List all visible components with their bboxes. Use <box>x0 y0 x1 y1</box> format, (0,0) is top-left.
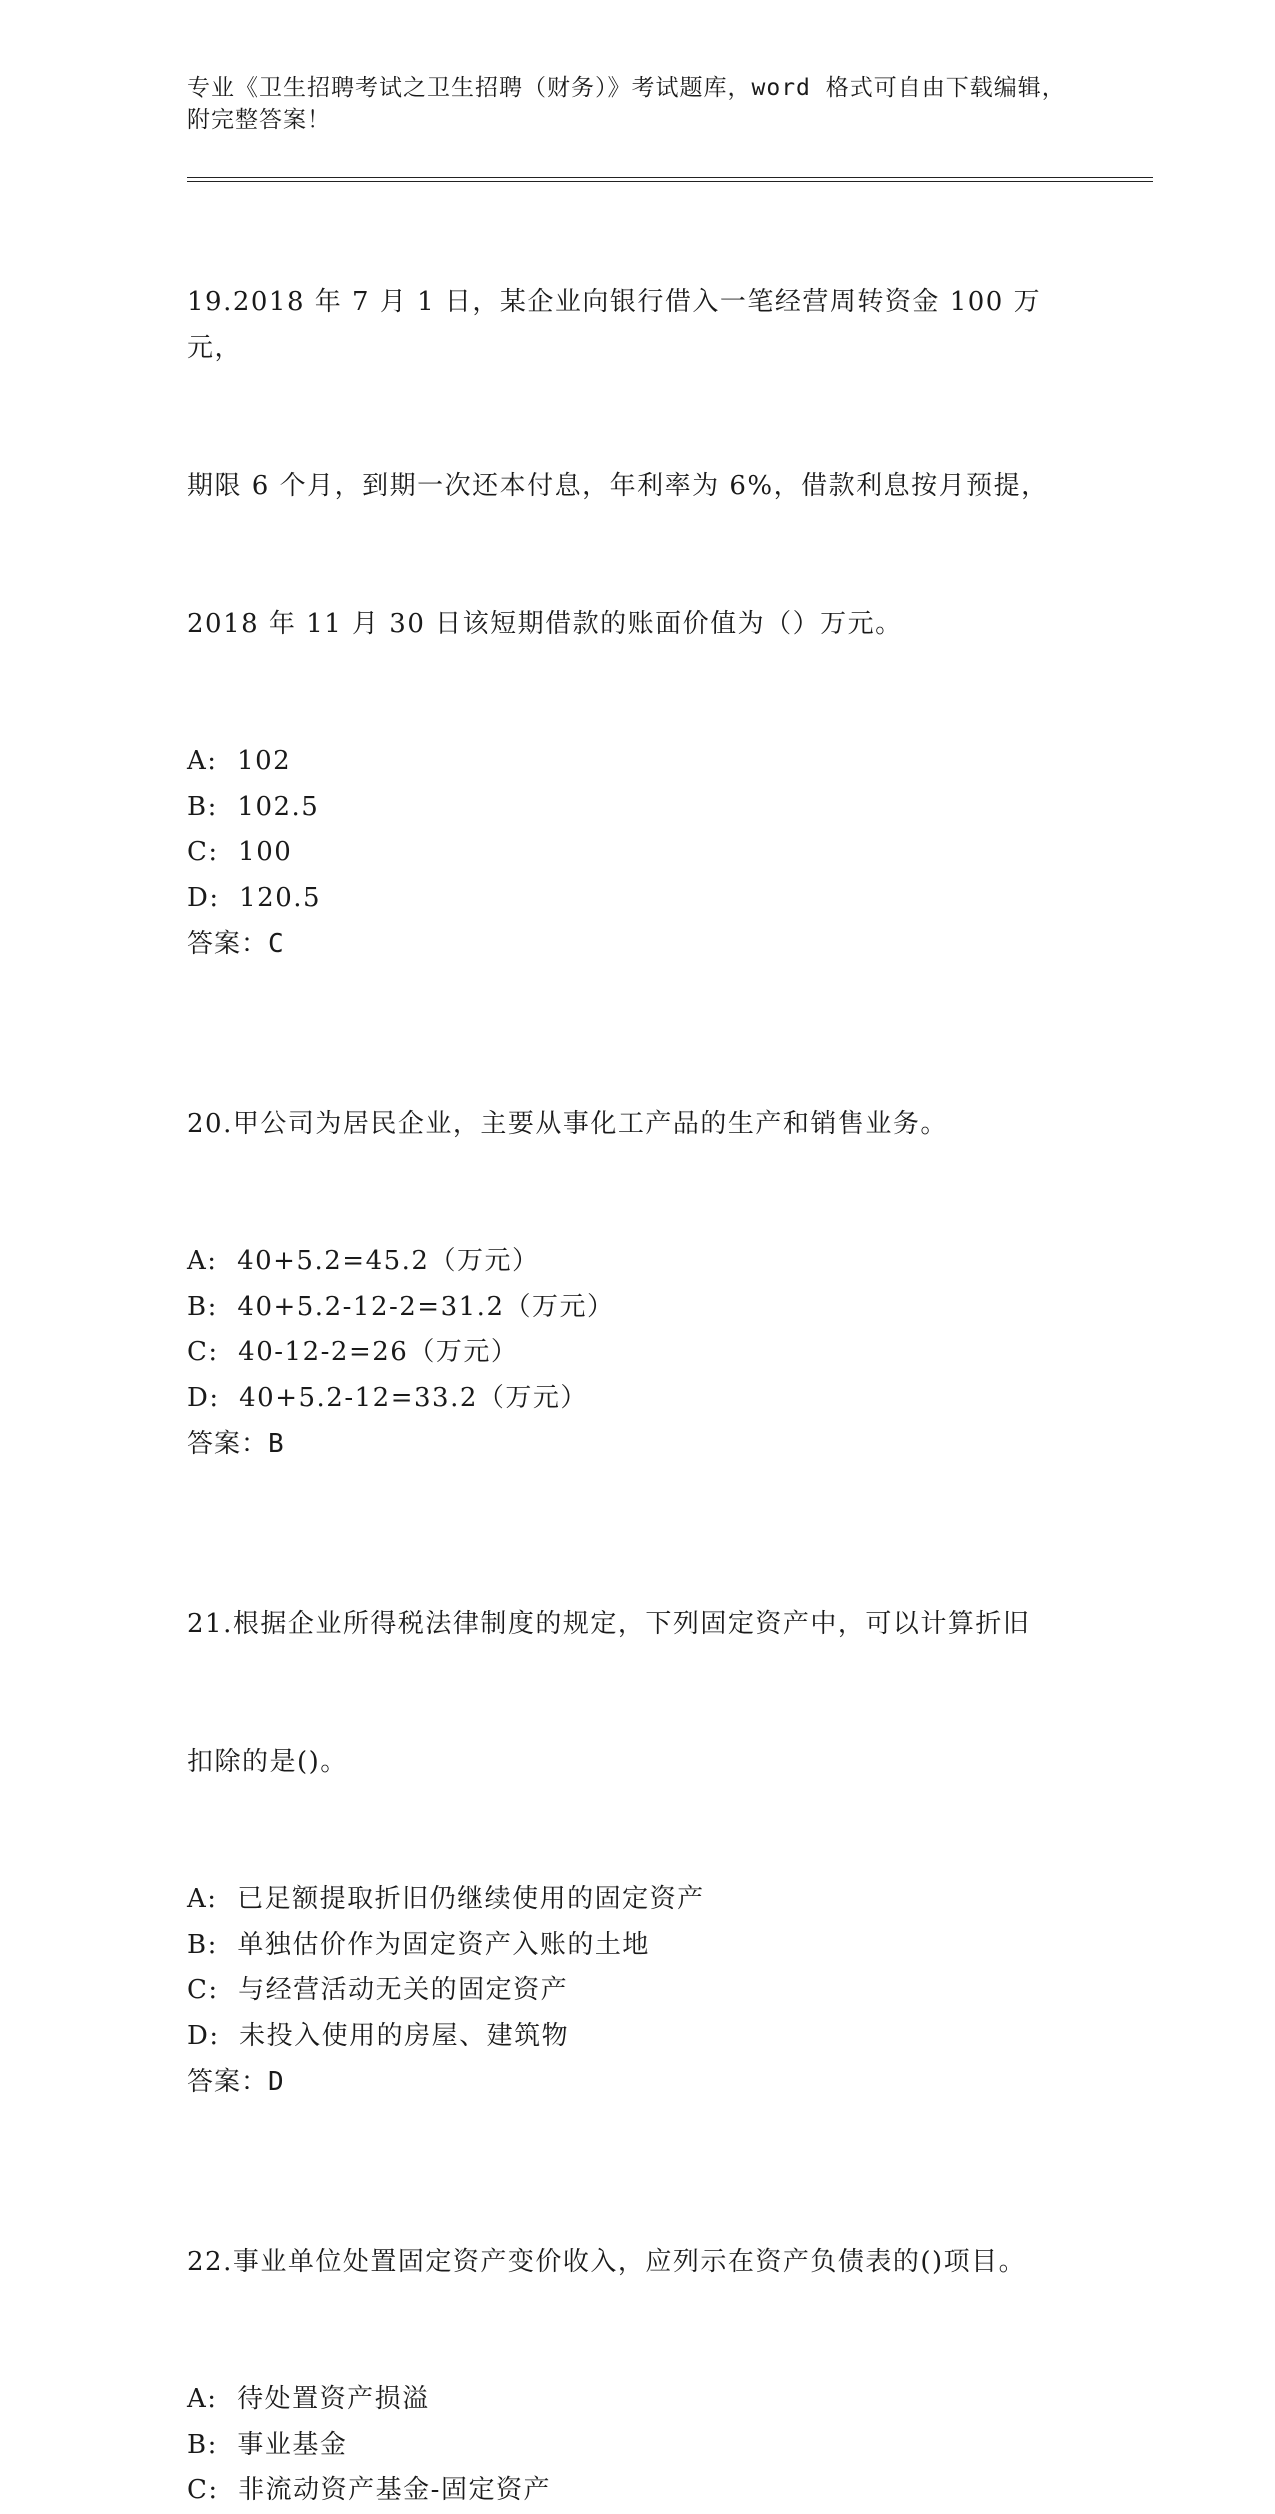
answer-label: 答案： <box>187 2067 269 2097</box>
option-d: D: 未投入使用的房屋、建筑物 <box>187 2020 570 2051</box>
stem-line: 19.2018 年 7 月 1 日，某企业向银行借入一笔经营周转资金 100 万元， <box>187 287 1042 363</box>
option-c: C: 100 <box>187 837 293 867</box>
option-a: A: 已足额提取折旧仍继续使用的固定资产 <box>187 1884 705 1914</box>
question-stem <box>187 2147 1087 2377</box>
document-header: 专业《卫生招聘考试之卫生招聘（财务）》考试题库，word 格式可自由下载编辑，附完整答案！ <box>187 75 1066 133</box>
stem-line: 扣除的是()。 <box>187 1747 348 1777</box>
header-rule-bottom <box>187 181 1153 182</box>
stem-line: 22.事业单位处置固定资产变价收入，应列示在资产负债表的()项目。 <box>187 2247 1027 2277</box>
option-b: B: 事业基金 <box>187 2429 348 2460</box>
answer-label: 答案： <box>187 1429 269 1459</box>
answer <box>187 2059 1087 2105</box>
stem-line: 期限 6 个月，到期一次还本付息，年利率为 6%，借款利息按月预提， <box>187 471 1049 501</box>
question-list <box>187 187 1087 2514</box>
option-c: C: 40-12-2=26（万元） <box>187 1337 519 1367</box>
option-d: D: 120.5 <box>187 882 322 913</box>
question-22 <box>187 2147 1087 2514</box>
answer-value: D <box>268 2067 285 2097</box>
option-a: A: 102 <box>187 746 292 776</box>
question-stem <box>187 1509 1087 1877</box>
answer-value: C <box>268 929 285 959</box>
answer <box>187 1421 1087 1467</box>
question-19 <box>187 187 1087 967</box>
option-d: D: 40+5.2-12=33.2（万元） <box>187 1382 588 1413</box>
header-rule-top <box>187 177 1153 178</box>
stem-line: 20.甲公司为居民企业，主要从事化工产品的生产和销售业务。 <box>187 1109 948 1139</box>
answer-label: 答案： <box>187 929 269 959</box>
answer <box>187 921 1087 967</box>
option-c: C: 与经营活动无关的固定资产 <box>187 1975 569 2005</box>
option-a: A: 40+5.2=45.2（万元） <box>187 1246 540 1276</box>
option-c: C: 非流动资产基金-固定资产 <box>187 2475 551 2505</box>
answer-value: B <box>268 1429 285 1459</box>
option-a: A: 待处置资产损溢 <box>187 2384 430 2414</box>
question-21 <box>187 1509 1087 2105</box>
option-b: B: 单独估价作为固定资产入账的土地 <box>187 1929 650 1960</box>
stem-line: 2018 年 11 月 30 日该短期借款的账面价值为（）万元。 <box>187 609 903 639</box>
option-b: B: 40+5.2-12-2=31.2（万元） <box>187 1291 615 1322</box>
option-b: B: 102.5 <box>187 791 320 822</box>
question-stem <box>187 187 1087 739</box>
question-20 <box>187 1009 1087 1467</box>
stem-line: 21.根据企业所得税法律制度的规定，下列固定资产中，可以计算折旧 <box>187 1609 1031 1639</box>
question-stem <box>187 1009 1087 1239</box>
